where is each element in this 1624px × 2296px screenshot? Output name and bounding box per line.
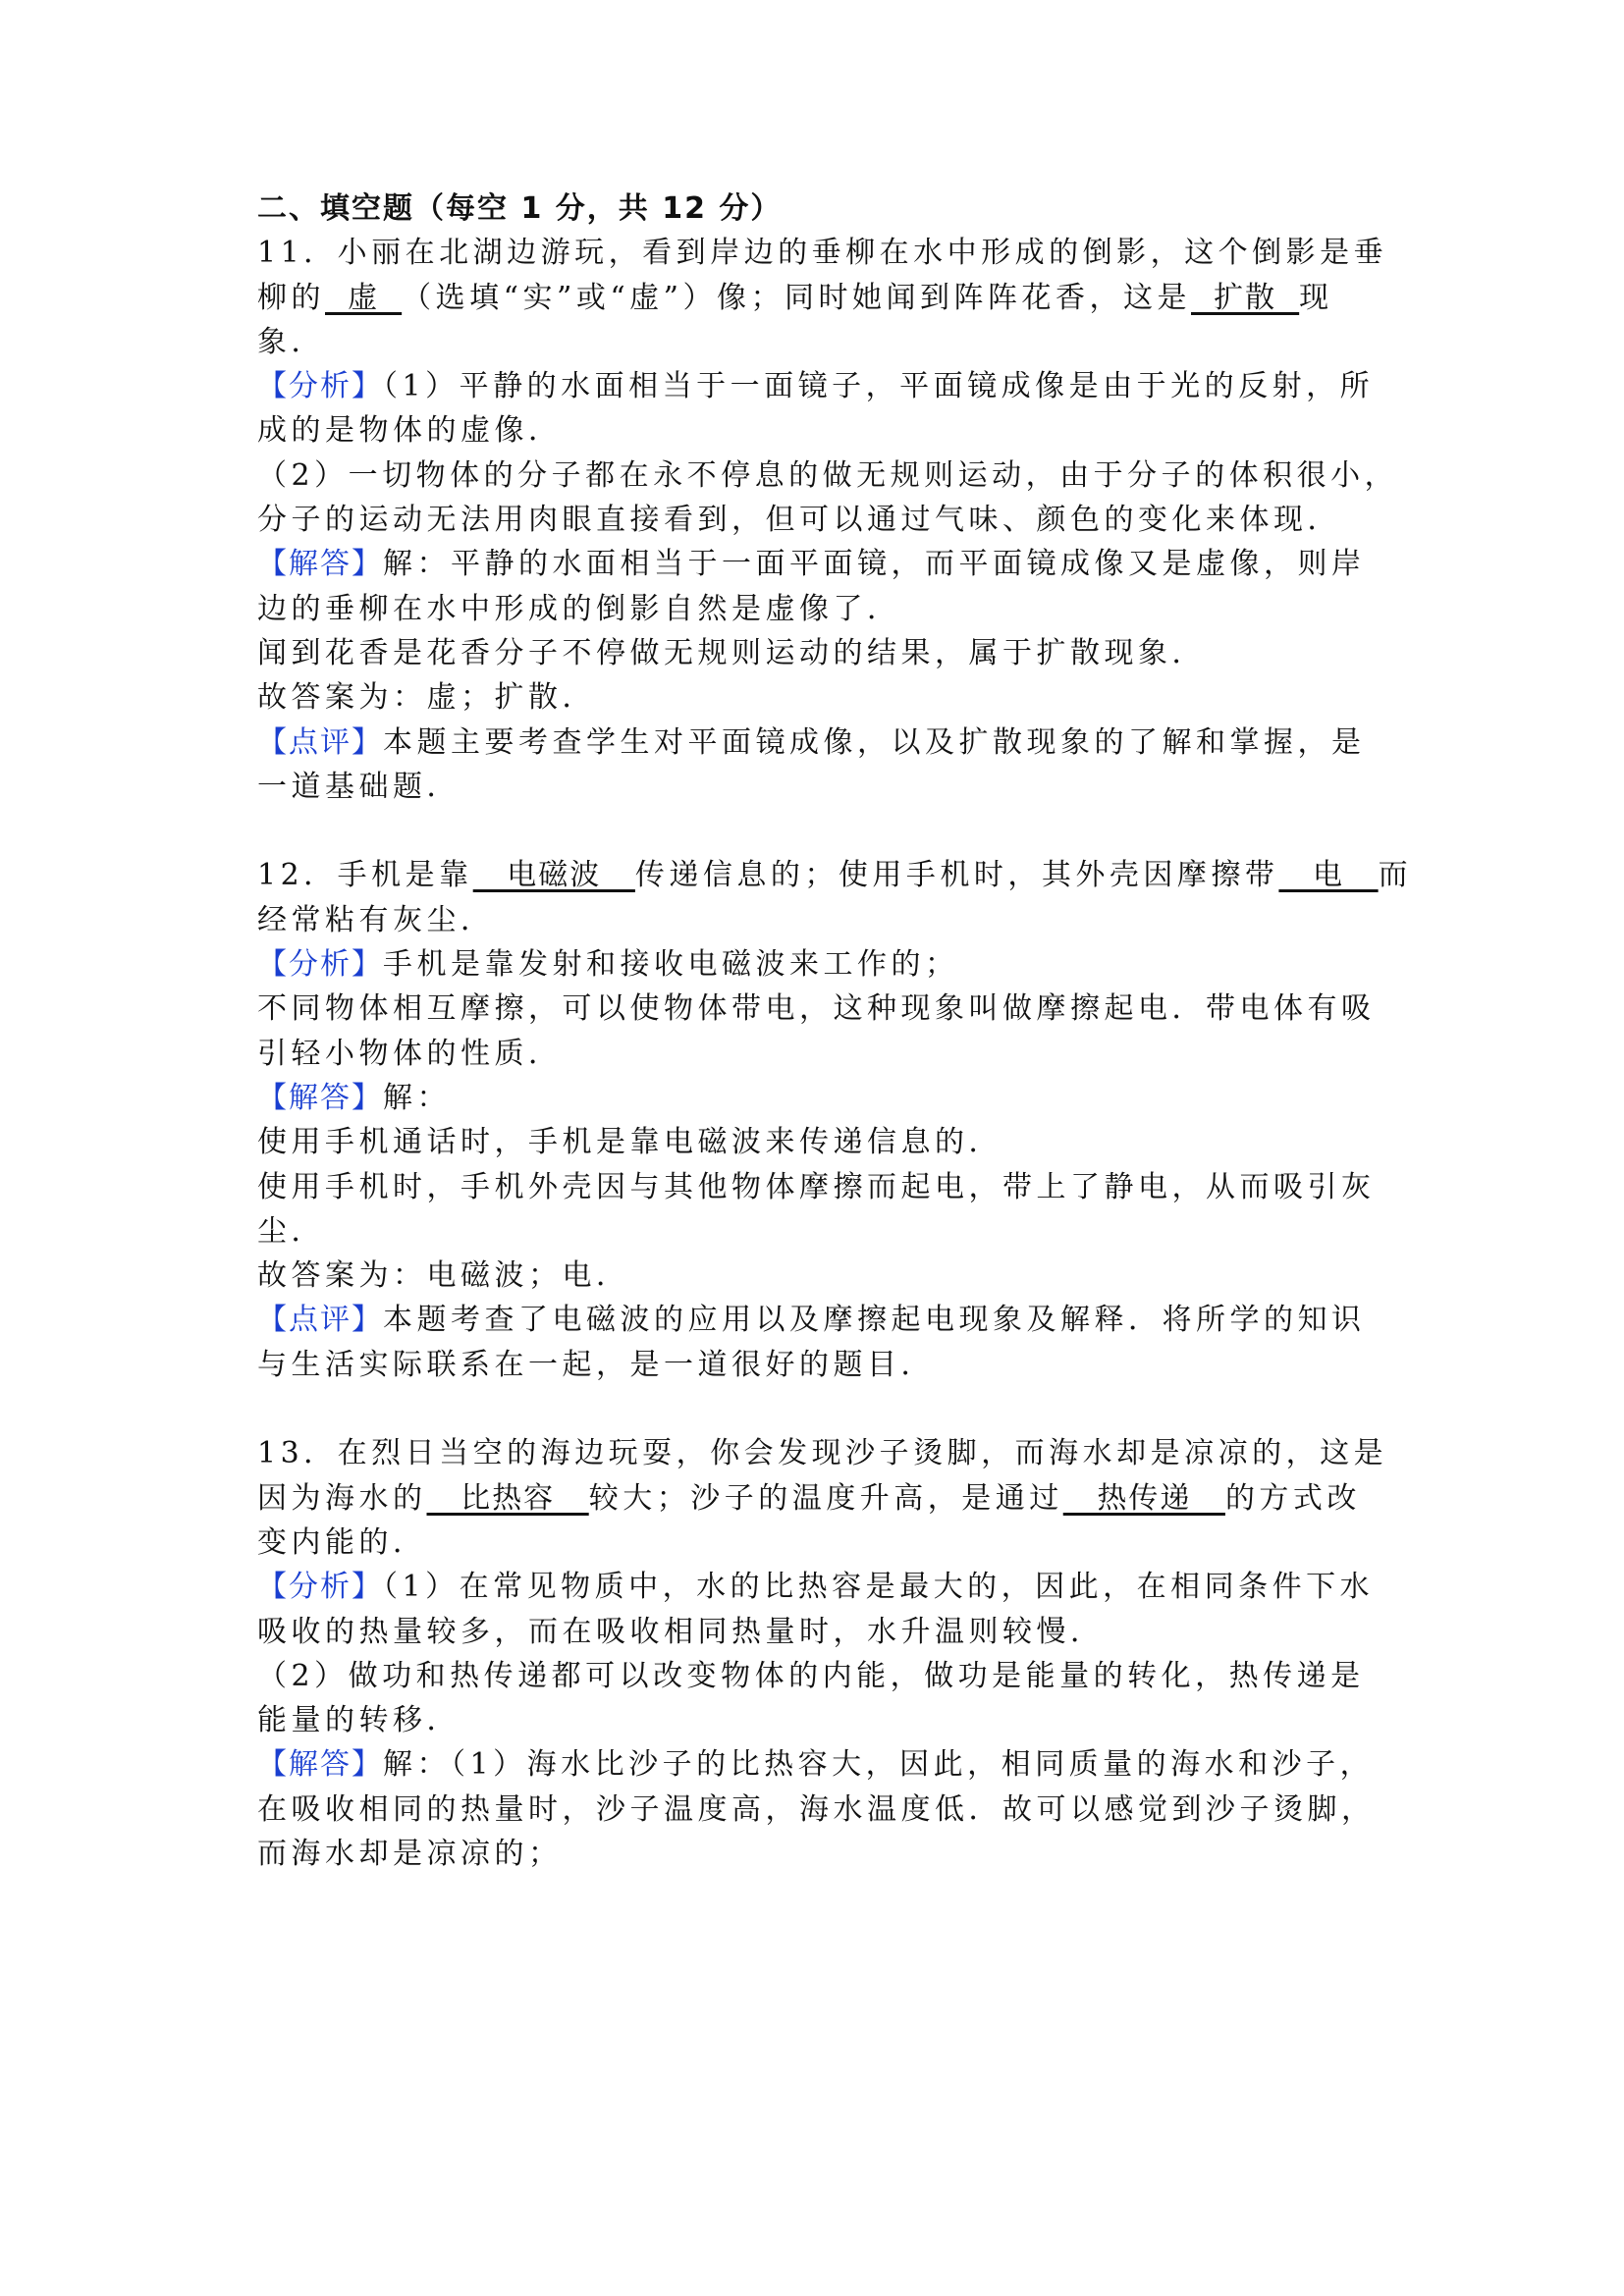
analysis-line (257, 1565, 1380, 1609)
answer-line: 边的垂柳在水中形成的倒影自然是虚像了． (257, 591, 901, 626)
spacer (257, 809, 1380, 853)
analysis-line: 引轻小物体的性质． (257, 1036, 563, 1071)
answer-line (257, 1742, 1380, 1787)
question-11 (257, 231, 1399, 809)
answer-line: 闻到花香是花香分子不停做无规则运动的结果，属于扩散现象． (257, 635, 1206, 670)
question-text: 象． (257, 324, 325, 359)
text-segment: 解： (383, 1080, 451, 1115)
answer-blank: 虚 (325, 280, 403, 315)
text-segment: 现 (1299, 280, 1333, 315)
answer-line: 使用手机时，手机外壳因与其他物体摩擦而起电，带上了静电，从而吸引灰 (257, 1169, 1376, 1204)
question-text: 11．小丽在北湖边游玩，看到岸边的垂柳在水中形成的倒影，这个倒影是垂 (257, 236, 1388, 271)
question-text: 13．在烈日当空的海边玩耍，你会发现沙子烫脚，而海水却是凉凉的，这是 (257, 1436, 1388, 1471)
answer-line: 在吸收相同的热量时，沙子温度高，海水温度低．故可以感觉到沙子烫脚， (257, 1791, 1376, 1827)
comment-label: 【点评】 (257, 724, 383, 760)
text-segment: （1）平静的水面相当于一面镜子，平面镜成像是由于光的反射，所 (383, 369, 1375, 404)
analysis-line: 分子的运动无法用肉眼直接看到，但可以通过气味、颜色的变化来体现． (257, 503, 1341, 538)
answer-blank: 电 (1278, 858, 1379, 893)
text-segment: 解：（1）海水比沙子的比热容大，因此，相同质量的海水和沙子， (383, 1747, 1375, 1783)
text-segment: 因为海水的 (257, 1480, 427, 1516)
answer-line: 故答案为：虚；扩散． (257, 680, 596, 716)
analysis-line: 不同物体相互摩擦，可以使物体带电，这种现象叫做摩擦起电．带电体有吸 (257, 991, 1376, 1027)
answer-label: 【解答】 (257, 1747, 383, 1783)
analysis-label: 【分析】 (257, 1570, 383, 1605)
text-segment: 而 (1378, 858, 1413, 893)
analysis-line (257, 364, 1380, 408)
question-12 (257, 853, 1413, 1387)
comment-line (257, 721, 1380, 765)
comment-line (257, 1298, 1380, 1342)
document-page (257, 187, 1413, 1876)
text-segment: 传递信息的；使用手机时，其外壳因摩擦带 (634, 858, 1279, 893)
answer-blank: 扩散 (1191, 280, 1300, 315)
comment-label: 【点评】 (257, 1303, 383, 1338)
section-title: 二、填空题（每空 1 分，共 12 分） (257, 191, 783, 226)
answer-line: 尘． (257, 1213, 325, 1249)
answer-blank: 热传递 (1062, 1480, 1225, 1516)
answer-line: 故答案为：电磁波；电． (257, 1258, 630, 1294)
text-segment: 本题主要考查学生对平面镜成像，以及扩散现象的了解和掌握，是 (383, 724, 1366, 760)
text-segment: 解：平静的水面相当于一面平面镜，而平面镜成像又是虚像，则岸 (383, 547, 1366, 582)
analysis-label: 【分析】 (257, 369, 383, 404)
text-segment: （1）在常见物质中，水的比热容是最大的，因此，在相同条件下水 (383, 1570, 1375, 1605)
text-segment: 12．手机是靠 (257, 858, 473, 893)
comment-line: 一道基础题． (257, 769, 460, 804)
question-text: 经常粘有灰尘． (257, 902, 495, 937)
analysis-line: 吸收的热量较多，而在吸收相同热量时，水升温则较慢． (257, 1614, 1105, 1649)
analysis-line: （2）做功和热传递都可以改变物体的内能，做功是能量的转化，热传递是 (257, 1658, 1365, 1693)
answer-blank: 比热容 (426, 1480, 589, 1516)
spacer (257, 1387, 1380, 1431)
analysis-line: 能量的转移． (257, 1703, 460, 1738)
answer-label: 【解答】 (257, 1080, 383, 1115)
text-segment: 柳的 (257, 280, 325, 315)
question-text (257, 853, 1413, 897)
answer-line (257, 1076, 1380, 1120)
comment-line: 与生活实际联系在一起，是一道很好的题目． (257, 1347, 935, 1382)
question-text (257, 276, 1380, 320)
answer-label: 【解答】 (257, 547, 383, 582)
text-segment: 本题考查了电磁波的应用以及摩擦起电现象及解释．将所学的知识 (383, 1303, 1366, 1338)
question-text (257, 1476, 1380, 1521)
answer-line: 使用手机通话时，手机是靠电磁波来传递信息的． (257, 1125, 1002, 1160)
answer-blank: 电磁波 (472, 858, 635, 893)
analysis-line (257, 942, 1380, 987)
analysis-line: （2）一切物体的分子都在永不停息的做无规则运动，由于分子的体积很小， (257, 457, 1399, 493)
text-segment: 的方式改 (1224, 1480, 1361, 1516)
text-segment: 手机是靠发射和接收电磁波来工作的； (383, 947, 959, 983)
analysis-line: 成的是物体的虚像． (257, 413, 563, 449)
answer-line (257, 542, 1380, 586)
answer-line: 而海水却是凉凉的； (257, 1836, 563, 1871)
question-13 (257, 1431, 1388, 1876)
analysis-label: 【分析】 (257, 947, 383, 983)
text-segment: 较大；沙子的温度升高，是通过 (588, 1480, 1063, 1516)
text-segment: （选填“实”或“虚”）像；同时她闻到阵阵花香，这是 (402, 280, 1192, 315)
question-text: 变内能的． (257, 1524, 427, 1560)
